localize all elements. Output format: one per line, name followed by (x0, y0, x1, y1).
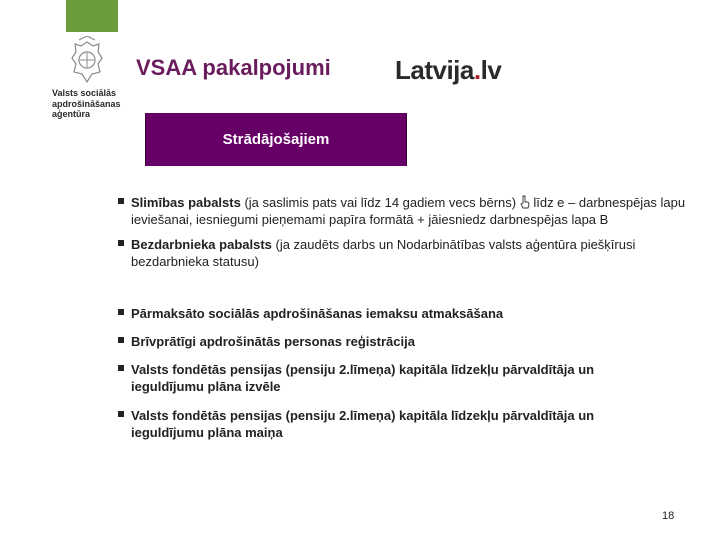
bullet-list (118, 194, 708, 441)
item-lead: Bezdarbnieka pabalsts (131, 237, 272, 252)
logo-dot: . (473, 55, 481, 85)
agency-line: apdrošināšanas (52, 98, 121, 109)
item-lead: Valsts fondētās pensijas (pensiju 2.līmeņa) kapitāla līdzekļu pārvaldītāja un ieguldījumu plāna maiņa (131, 408, 595, 440)
list-item (118, 305, 561, 322)
agency-name (52, 88, 122, 120)
bullet-icon (118, 337, 124, 343)
hand-pointer-icon (520, 195, 530, 209)
coat-of-arms-icon (60, 36, 114, 86)
item-lead: Brīvprātīgi apdrošinātās personas reģistrācija (131, 334, 415, 349)
item-lead: Pārmaksāto sociālās apdrošināšanas iemaksu atmaksāšana (131, 306, 504, 321)
item-text: (ja zaudēts darbs un Nodarbinātības valsts aģentūra piešķīrusi bezdarbnieka statusu) (131, 237, 636, 269)
page-number: 18 (662, 510, 675, 522)
item-text: (ja saslimis pats vai līdz 14 gadiem vecs bērns) (240, 195, 520, 210)
banner-label: Strādājošajiem (222, 131, 330, 148)
list-item (118, 236, 708, 270)
bullet-icon (118, 411, 124, 417)
item-text-after: līdz e – darbnespējas lapu ieviešanai, iesniegumi pieņemami papīra formātā + jāiesniedz darbnespējas lapa B (131, 195, 686, 227)
page-title: VSAA pakalpojumi (136, 55, 331, 80)
bullet-icon (118, 365, 124, 371)
agency-line: aģentūra (52, 109, 91, 119)
top-green-bar (66, 0, 118, 32)
list-item (118, 194, 708, 228)
section-banner (145, 113, 407, 166)
logo-tld: lv (480, 55, 502, 85)
latvija-logo (395, 50, 501, 86)
bullet-icon (118, 240, 124, 246)
item-lead: Slimības pabalsts (131, 195, 241, 210)
item-lead: Valsts fondētās pensijas (pensiju 2.līmeņa) kapitāla līdzekļu pārvaldītāja un ieguldījumu plāna izvēle (131, 362, 595, 394)
list-item (118, 333, 708, 350)
list-item (118, 407, 661, 441)
logo-brand: Latvija (395, 55, 474, 85)
agency-line: Valsts sociālās (52, 88, 117, 98)
list-item (118, 361, 661, 395)
bullet-icon (118, 309, 124, 315)
bullet-icon (118, 198, 124, 204)
